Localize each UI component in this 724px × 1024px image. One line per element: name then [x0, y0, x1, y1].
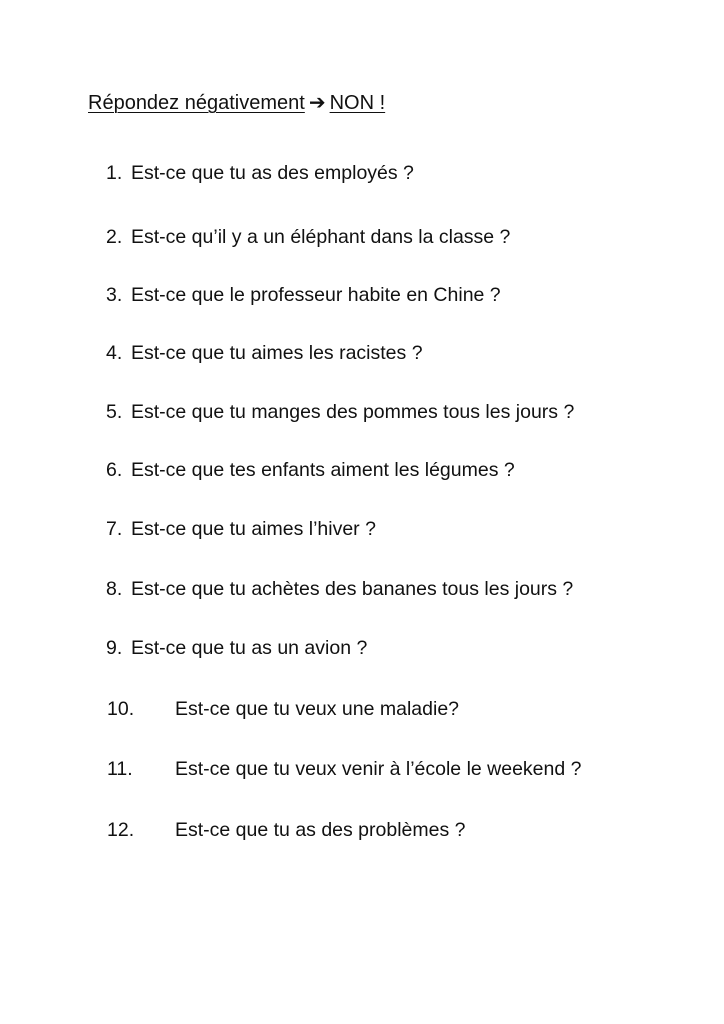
question-number: 6.	[106, 459, 123, 481]
question-text: Est-ce que tu aimes l’hiver ?	[131, 518, 376, 540]
question-number: 5.	[106, 401, 123, 423]
question-text: Est-ce que tu veux venir à l’école le weekend ?	[175, 758, 582, 780]
question-text: Est-ce que tu as des employés ?	[131, 162, 414, 184]
question-text: Est-ce que tu aimes les racistes ?	[131, 342, 423, 364]
question-text: Est-ce que tu as des problèmes ?	[175, 819, 466, 841]
title-instruction: Répondez négativement	[88, 92, 305, 114]
question-text: Est-ce que tu achètes des bananes tous les jours ?	[131, 578, 574, 600]
question-text: Est-ce qu’il y a un éléphant dans la classe ?	[131, 226, 511, 248]
question-number: 11.	[107, 758, 133, 780]
question-number: 10.	[107, 698, 135, 720]
question-number: 1.	[106, 162, 123, 184]
question-text: Est-ce que tu veux une maladie?	[175, 698, 460, 720]
question-number: 9.	[106, 637, 123, 659]
question-number: 4.	[106, 342, 123, 364]
question-text: Est-ce que tes enfants aiment les légumes ?	[131, 459, 515, 481]
arrow-right-icon: ➔	[308, 92, 326, 114]
question-number: 12.	[107, 819, 135, 841]
question-text: Est-ce que tu as un avion ?	[131, 637, 368, 659]
question-number: 3.	[106, 284, 123, 306]
question-text: Est-ce que tu manges des pommes tous les jours ?	[131, 401, 575, 423]
question-number: 8.	[106, 578, 123, 600]
question-text: Est-ce que le professeur habite en Chine ?	[131, 284, 501, 306]
question-number: 2.	[106, 226, 123, 248]
title-answer: NON !	[329, 92, 386, 114]
question-number: 7.	[106, 518, 123, 540]
